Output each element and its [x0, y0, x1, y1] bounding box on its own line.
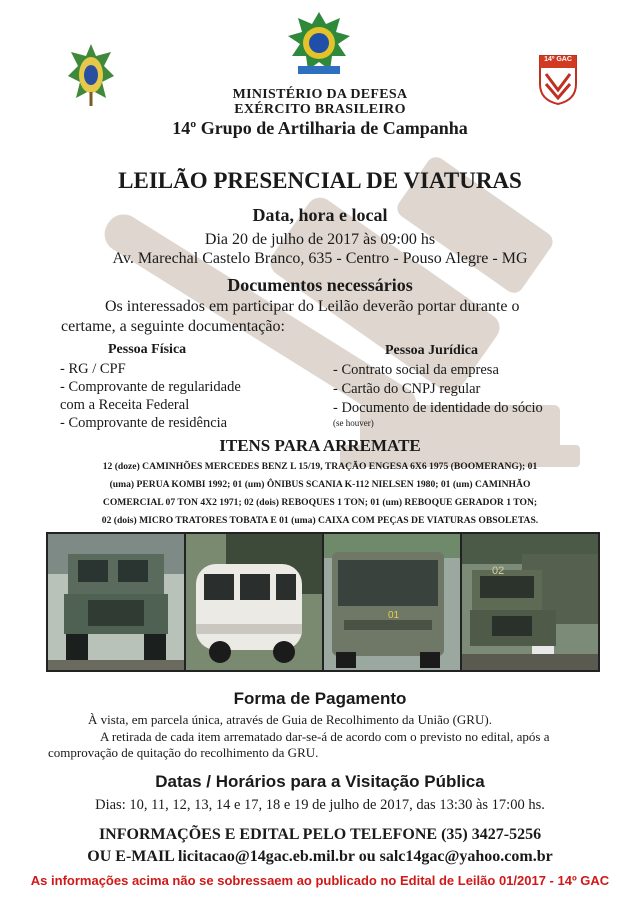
visits-text: Dias: 10, 11, 12, 13, 14 e 17, 18 e 19 de julho de 2017, das 13:30 às 17:00 hs.: [95, 797, 545, 813]
unit-shield-label: 14º GAC: [544, 56, 572, 63]
payment-heading: Forma de Pagamento: [233, 689, 407, 708]
items-line: COMERCIAL 07 TON 4X2 1971; 02 (dois) REBOQUES 1 TON; 01 (um) REBOQUE GERADOR 1 TON;: [102, 497, 538, 508]
documents-intro-line2: certame, a seguinte documentação:: [61, 318, 285, 335]
payment-line2: A retirada de cada item arrematado dar-se-á de acordo com o previsto no edital, após a: [100, 729, 550, 744]
pf-heading: Pessoa Física: [108, 342, 187, 357]
payment-line3: comprovação de quitação do recolhimento da GRU.: [48, 745, 319, 760]
date-heading: Data, hora e local: [252, 205, 388, 225]
pf-item: com a Receita Federal: [60, 397, 190, 413]
disclaimer: As informações acima não se sobressaem ao publicado no Edital de Leilão 01/2017 - 14º GAC: [30, 873, 610, 888]
bus-photo: [322, 532, 462, 672]
ministry-title: MINISTÉRIO DA DEFESA: [232, 87, 408, 102]
payment-line1: À vista, em parcela única, através de Guia de Recolhimento da União (GRU).: [88, 712, 492, 727]
page-title: LEILÃO PRESENCIAL DE VIATURAS: [118, 168, 522, 193]
truck-number-label: 02: [492, 565, 505, 577]
items-line: 12 (doze) CAMINHÕES MERCEDES BENZ L 15/19, TRAÇÃO ENGESA 6X6 1975 (BOOMERANG); 01: [102, 461, 538, 472]
visits-heading: Datas / Horários para a Visitação Pública: [155, 772, 485, 791]
address: Av. Marechal Castelo Branco, 635 - Centro - Pouso Alegre - MG: [112, 250, 528, 267]
contact-email: OU E-MAIL licitacao@14gac.eb.mil.br ou salc14gac@yahoo.com.br: [87, 848, 553, 865]
pj-heading: Pessoa Jurídica: [385, 343, 478, 358]
pf-list: [60, 360, 241, 432]
items-description: [0, 458, 640, 530]
pj-list: [333, 361, 543, 418]
items-heading: ITENS PARA ARREMATE: [219, 436, 421, 455]
documents-intro-line1: Os interessados em participar do Leilão deverão portar durante o: [105, 298, 520, 315]
military-truck-photo: [46, 532, 186, 672]
pj-item: - Cartão do CNPJ regular: [333, 381, 481, 397]
army-title: EXÉRCITO BRASILEIRO: [234, 102, 406, 117]
unit-title: 14º Grupo de Artilharia de Campanha: [172, 118, 468, 138]
documents-heading: Documentos necessários: [227, 275, 413, 295]
coat-of-arms-icon: [284, 10, 354, 80]
items-line: (uma) PERUA KOMBI 1992; 01 (um) ÔNIBUS SCANIA K-112 NIELSEN 1980; 01 (um) CAMINHÃO: [109, 479, 531, 490]
pf-item: - Comprovante de regularidade: [60, 379, 241, 395]
contact-phone: INFORMAÇÕES E EDITAL PELO TELEFONE (35) 3427-5256: [98, 826, 542, 843]
pf-item: - Comprovante de residência: [60, 415, 228, 431]
pj-item: - Contrato social da empresa: [333, 362, 499, 378]
cargo-truck-photo: [460, 532, 600, 672]
pj-item: - Documento de identidade do sócio: [333, 400, 543, 416]
pf-item: - RG / CPF: [60, 361, 126, 377]
date-time: Dia 20 de julho de 2017 às 09:00 hs: [204, 231, 436, 248]
kombi-van-photo: [184, 532, 324, 672]
pj-note: (se houver): [333, 418, 374, 428]
items-line: 02 (dois) MICRO TRATORES TOBATA E 01 (uma) CAIXA COM PEÇAS DE VIATURAS OBSOLETAS.: [101, 515, 539, 526]
bus-number-label: 01: [388, 610, 400, 621]
